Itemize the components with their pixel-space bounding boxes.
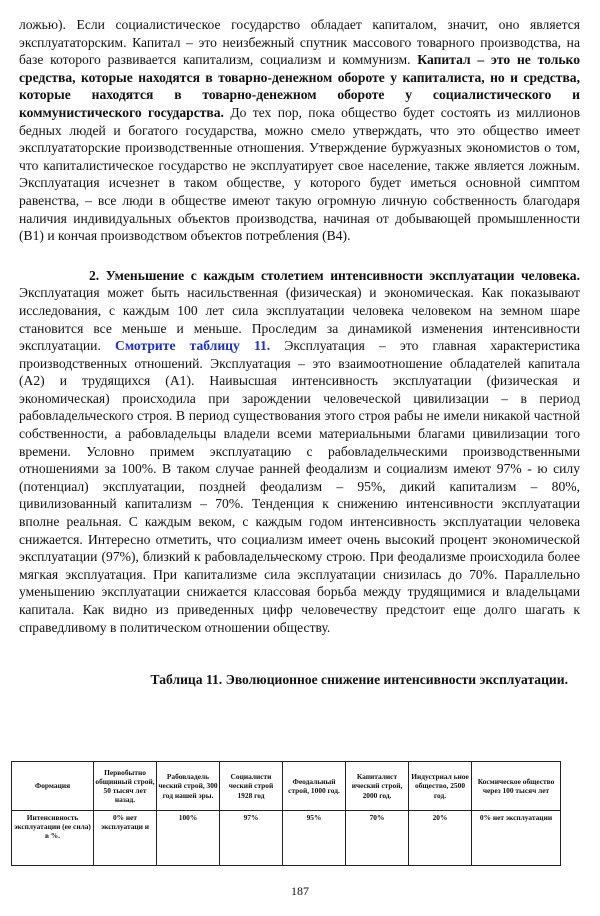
header-primitive: Первобытно общинный строй, 50 тысяч лет назад. [94, 762, 157, 811]
cell-socialist: 97% [220, 811, 283, 866]
cell-cosmic: 0% нет эксплуатации [472, 811, 561, 866]
row-label: Интенсивность эксплуатации (ее сила) в %. [12, 811, 94, 866]
header-capitalist: Капиталист ический строй, 2000 год. [346, 762, 409, 811]
cell-slavery: 100% [157, 811, 220, 866]
paragraph-capital-bold-statement: Капитал – это не только средства, которые находятся в товарно-денежном обороте у капиталиста, но и средства, которые находятся в товарно-денежном обороте у социалистического и коммунистического государства. [19, 52, 580, 120]
table-caption: Таблица 11. Эволюционное снижение интенсивности эксплуатации. [150, 672, 568, 688]
cell-industrial: 20% [409, 811, 472, 866]
header-industrial: Индустриал ьное общество, 2500 год. [409, 762, 472, 811]
paragraph-capital [19, 16, 580, 245]
paragraph-exploitation-body: Эксплуатация – это главная характеристика производственных отношений. Эксплуатация – это взаимоотношение обладателей капитала (А2) и трудящихся (А1). Наивысшая интенсивность эксплуатации (физическая и экономическая) происходила при зарождении человеческой цивилизации – в период рабовладельческого строя. В период существования этого строя рабы не имели никакой частной собственности, а рабовладельцы владели всеми материальными благами цивилизации того времени. Условно примем эксплуатацию с рабовладельческими производственными отношениями за 100%. В таком случае ранней феодализм и социализм имеют 97% - ю силу (потенциал) эксплуатации, поздней феодализм – 95%, дикий капитализм – 80%, цивилизованный капитализм – 70%. Тенденция к снижению интенсивности эксплуатации вполне реальная. С каждым веком, с каждым годом интенсивность эксплуатации человека снижается. Интересно отметить, что социализм имеет очень высокий процент экономической эксплуатации (97%), близкий к рабовладельческому строю. При феодализме происходила более мягкая эксплуатация. При капитализме сила эксплуатации снизилась до 70%. Параллельно уменьшению эксплуатации снижается классовая борьба между трудящимися и владельцами капитала. Как видно из приведенных цифр человечеству предстоит еще долго шагать к справедливому в политическом отношении обществу. [19, 338, 581, 635]
table-reference-link[interactable]: Смотрите таблицу 11. [115, 338, 271, 354]
header-formation: Формация [12, 762, 94, 811]
header-slavery: Рабовладель ческий строй, 300 год нашей эры. [157, 762, 220, 811]
header-socialist: Социалисти ческий строй 1928 год [220, 762, 283, 811]
cell-capitalist: 70% [346, 811, 409, 866]
page-number: 187 [291, 884, 309, 898]
cell-feudal: 95% [283, 811, 346, 866]
paragraph-capital-intro: ложью). Если социалистическое государство обладает капиталом, значит, оно является эксплуататорским. Капитал – это неизбежный спутник массового товарного производства, на базе которого развивается капитализм, социализм и коммунизм. [19, 17, 580, 68]
section-heading: 2. Уменьшение с каждым столетием интенсивности эксплуатации человека. [89, 267, 580, 283]
header-feudal: Феодальный строй, 1000 год. [283, 762, 346, 811]
paragraph-capital-rest: До тех пор, пока общество будет состоять из миллионов бедных людей и богатого государства, можно смело утверждать, что это общество имеет эксплуататорские производственные отношения. Утверждение буржуазных экономистов о том, что капиталистическое государство не эксплуатирует свое население, также является ложным. Эксплуатация исчезнет в таком обществе, у которого будет иметься основной симптом равенства, – все люди в обществе имеют такую огромную личную собственность благодаря наличия индивидуальных объектов производства, начиная от добывающей промышленности (В1) и кончая производством объектов потребления (В4). [19, 104, 580, 244]
exploitation-table [11, 761, 561, 866]
header-cosmic: Космическое общество через 100 тысяч лет [472, 762, 561, 811]
table-row [12, 811, 561, 866]
page-body [19, 16, 580, 689]
table-header-row [12, 762, 561, 811]
paragraph-exploitation [19, 267, 580, 636]
cell-primitive: 0% нет эксплуатаци и [94, 811, 157, 866]
paragraph-exploitation-intro: Эксплуатация может быть насильственная (физическая) и экономическая. Как показывают исследования, с каждым 100 лет сила эксплуатации человека человеком на земном шаре становится все меньше и меньше. Проследим за динамикой изменения интенсивности эксплуатации. [19, 285, 580, 354]
